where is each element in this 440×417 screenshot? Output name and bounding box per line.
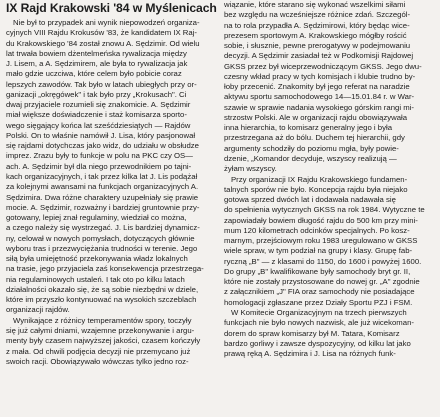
text-line: działalności okazało się, że są sobie niezbędni w dziele, — [6, 284, 199, 294]
text-line: W Komitecie Organizacyjnym na trzech pierwszych — [231, 307, 407, 317]
text-line: mało gdzie uczciwa, które celem było pobicie coraz — [6, 69, 182, 79]
text-line: gotowany, lepiej znał regulaminy, wiedział co można, — [6, 213, 187, 223]
text-line: mocie. A. Sędzimir, rozważny i bardziej gruntownie przy- — [6, 202, 200, 212]
text-line: nia regulaminowych ustaleń. I tak oto po kilku latach — [6, 274, 185, 284]
text-line: z mała. Od chwili podjęcia decyzji nie przemycano już — [6, 346, 191, 356]
text-line: siłą była umiejętność przekonywania władz lokalnych — [6, 254, 188, 264]
text-line: Przy organizacji IX Rajdu Krakowskiego fundamen- — [231, 174, 408, 184]
text-line: imprez. Zrazu były to funkcje w polu na PKC czy OS— — [6, 151, 193, 161]
text-line: które nie zostały przystosowane do nowej gr. „A" zgodnie — [224, 277, 420, 287]
text-line: prezesem sportowym A. Krakowskiego mógłby rościć — [224, 30, 407, 40]
text-line: łoby przecenić. Znakomity był jego referat na naradzie — [224, 82, 410, 92]
text-line: zapowiadały bowiem długość rajdu do 500 km przy mini- — [224, 215, 418, 225]
text-line: strzostw Polski. Ale w organizacji rajdu obowiązywała — [224, 112, 408, 122]
text-line: miał większe doświadczenie i staż komisarza sporto- — [6, 110, 187, 120]
text-line: kach organizacyjnych, i tak przez kilka lat J. Lis podążał — [6, 171, 198, 181]
text-line: swoich racji. Obowiązywało wówczas tylko jedno roz- — [6, 356, 189, 366]
text-line: a czego należy się wystrzegać. J. Lis bardziej dynamicz- — [6, 223, 200, 233]
text-line: bez względu na wcześniejsze różnice zdań. Szczegól- — [224, 10, 411, 20]
text-line: dwaj przyjaciele rozumieli się znakomicie. A. Sędzimir — [6, 100, 191, 110]
text-line: lepszych zawodów. Tak było w latach ubiegłych przy or- — [6, 79, 197, 89]
text-line: Polski. On to właśnie namówił J. Lisa, który pasjonował — [6, 130, 196, 140]
text-line: ryczną „B" — z klasami do 1150, do 1600 i powyżej 1600. — [224, 256, 422, 266]
text-line: lat trwała bowiem dżentelmeńska rywalizacja między — [6, 48, 187, 58]
text-line: za kolejnymi awansami na funkcjach organizacyjnych A. — [6, 182, 199, 192]
text-line: wyboru tras i przezwyciężania trudności w terenie. Jego — [6, 243, 198, 253]
text-line: sobie, i słusznie, pewne prerogatywy w podejmowaniu — [224, 41, 411, 51]
text-line: dorem do spraw komisarzy był M. Tatara, Komisarz — [224, 328, 400, 338]
text-line: funkcjach nie było nowych nazwisk, ale już wicekoman- — [224, 318, 414, 328]
text-line: czesny wkład pracy w tych komisjach i klubie trudno by- — [224, 71, 416, 81]
text-line: decyzji. A Sędzimir zasiadał też w Podkomisji Rajdowej — [224, 51, 414, 61]
text-line: GKSS przez był wiceprzewodniczącym GKSS. Jego dwu- — [224, 61, 422, 71]
text-line: cyjnych VIII Rajdu Krokusów '83, że kandidatem IX Raj- — [6, 28, 198, 38]
text-line: prawą ręką A. Sędzimira i J. Lisa na różnych funk- — [224, 349, 396, 359]
left-column-text — [6, 18, 219, 367]
text-line: dzenie, „Komandor decyduje, wszyscy realizują — — [224, 153, 397, 163]
text-line: szawie w sprawie nadania wysokiego górskim rangi mi- — [224, 102, 414, 112]
text-line: ny, celował w nowych pomysłach, dotyczących głównie — [6, 233, 195, 243]
text-line: Wynikające z różnicy temperamentów spory, toczyły — [13, 315, 192, 325]
text-line: Sędzimira. Dwa różne charaktery uzupełniały się prawie — [6, 192, 199, 202]
text-line: żyłam wszyscy. — [224, 164, 277, 174]
text-line: aktywu sportu samochodowego 14—15.01.84 r. w War- — [224, 92, 415, 102]
text-line: wego sięgający końca lat sześćdziesiątych — Rajdów — [6, 120, 191, 130]
text-line: się już całymi dniami, wzajemne przekonywanie i argu- — [6, 325, 195, 335]
text-line: marnym, przejściowym roku 1983 uregulowano w GKSS — [224, 236, 418, 246]
text-line: ach. A. Sędzimir był dla niego przewodnikiem po tajni- — [6, 161, 192, 171]
text-line: na trasie, jego przyjaciela zaś konsekwencja przestrzega- — [6, 264, 204, 274]
text-line: organizacji rajdów. — [6, 305, 70, 315]
text-line: które im przyszło kontynuować na wysokich szczeblach — [6, 295, 197, 305]
text-line: gotowa sprzed dwóch lat i dodawała nadawała się — [224, 195, 396, 205]
text-line: Do grupy „B" kwalifikowane były samochody bryt gr. II, — [224, 266, 411, 276]
text-line: do spełnienia wytycznych GKSS na rok 1984. Wytyczne te — [224, 205, 425, 215]
text-line: ganizacji „okręgówek" i tak było przy „Krokusach". Ci — [6, 89, 187, 99]
text-line: się rajdami dotychczas jako widz, do udziału w obsłudze — [6, 141, 199, 151]
text-line: homologacji zgłaszane przez Działy Sportu PZJ i FSM. — [224, 297, 413, 307]
text-line: przestrzegana aż do bólu. Duchem tej hierarchii, gdy — [224, 133, 405, 143]
text-line: z załącznikiem „J" FIA oraz samochody nie posiadające — [224, 287, 415, 297]
text-line: wiązanie, które starano się wykonać wszelkimi siłami — [224, 0, 406, 9]
right-column-text — [224, 0, 437, 359]
text-line: wiele spraw, w tym podział na grupy i klasy. Grupę fab- — [224, 246, 413, 256]
text-line: mum 120 kilometrach odcinków specjalnych. Po kosz- — [224, 225, 410, 235]
article-title: IX Rajd Krakowski '84 w Myślenicach — [6, 1, 217, 15]
text-line: menty były czasem najwyższej jakości, czasem kończyły — [6, 336, 201, 346]
text-line: du Krakowskiego '84 został znowu A. Sędzimir. Od wielu — [6, 38, 200, 48]
text-line: bardzo gorliwy i zawsze dyspozycyjny, od kilku lat jako — [224, 338, 411, 348]
text-line: inna hierarchia, to komisarz generalny jego i była — [224, 123, 393, 133]
text-line: argumenty schodziły do poziomu mgła, były powie- — [224, 143, 399, 153]
text-line: na to rola przypadła A. Sędzimirowi, który będąc wice- — [224, 20, 410, 30]
left-column — [6, 0, 219, 367]
text-line: talnych sporów nie było. Koncepcja rajdu była niejako — [224, 184, 408, 194]
text-line: Nie był to przypadek ani wynik niepowodzeń organiza- — [13, 18, 200, 27]
text-line: J. Lisem, a A. Sędzimirem, ale była to rywalizacja jak — [6, 59, 188, 69]
right-column — [224, 0, 437, 359]
